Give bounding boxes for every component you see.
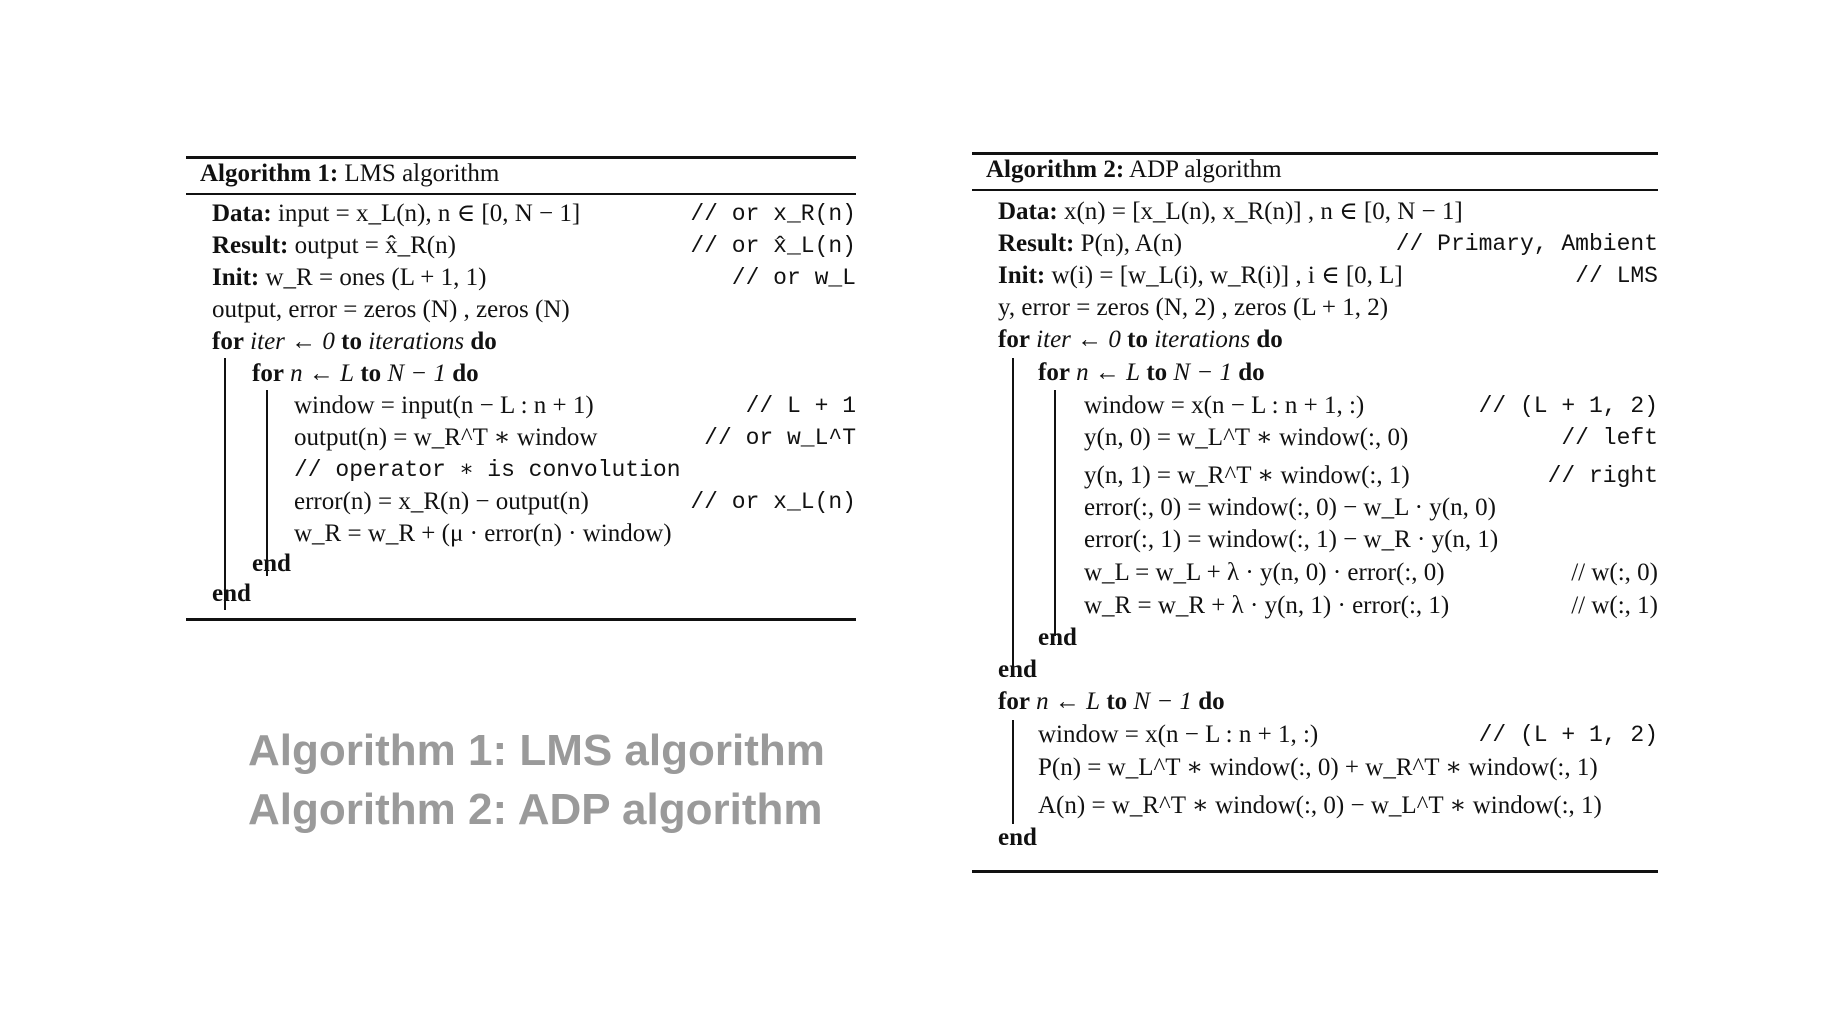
outer-loop-bar: [1012, 358, 1014, 668]
algo2-line-window: window = x(n − L : n + 1, :): [1084, 392, 1365, 419]
algo2-comment: // Primary, Ambient: [1395, 231, 1658, 257]
algo2-line-outer-end: end: [998, 656, 1037, 683]
algo2-comment: // w(:, 0): [1571, 559, 1658, 586]
algorithm-1-header: [200, 160, 499, 188]
top-rule: [972, 152, 1658, 155]
algo2-comment: // w(:, 1): [1571, 592, 1658, 619]
algo2-line-ambient: A(n) = w_R^T ∗ window(:, 0) − w_L^T ∗ window(:, 1): [1038, 792, 1602, 819]
algo2-line-wl-update: w_L = w_L + λ · y(n, 0) · error(:, 0): [1084, 559, 1445, 586]
algo1-line-inner-for: for n ← L to N − 1 do: [252, 360, 479, 387]
algo1-line-outer-for: for iter ← 0 to iterations do: [212, 328, 497, 355]
algorithm-label: Algorithm 2:: [986, 156, 1125, 183]
algo1-line-error: error(n) = x_R(n) − output(n): [294, 488, 589, 515]
final-loop-bar: [1012, 720, 1014, 824]
inner-loop-bar: [1054, 390, 1056, 636]
algo1-comment: // or w_L: [731, 265, 856, 291]
algo2-comment: // (L + 1, 2): [1478, 722, 1658, 748]
algo2-line-data: Data: x(n) = [x_L(n), x_R(n)] , n ∈ [0, N − 1]: [998, 198, 1463, 225]
algo2-comment: // (L + 1, 2): [1478, 393, 1658, 419]
algorithm-label: Algorithm 1:: [200, 160, 339, 187]
algo2-line-error1: error(:, 1) = window(:, 1) − w_R · y(n, 1): [1084, 526, 1499, 553]
algo1-line-init: Init: w_R = ones (L + 1, 1): [212, 264, 487, 291]
algo2-line-error0: error(:, 0) = window(:, 0) − w_L · y(n, 0): [1084, 494, 1496, 521]
top-rule: [186, 156, 856, 159]
outer-loop-bar: [224, 358, 226, 610]
algo1-comment: // or x_R(n): [690, 201, 856, 227]
algorithm-2-box: [972, 152, 1658, 872]
algo1-line-inner-end: end: [252, 550, 291, 577]
bottom-rule: [186, 618, 856, 621]
algo2-line-primary: P(n) = w_L^T ∗ window(:, 0) + w_R^T ∗ window(:, 1): [1038, 754, 1598, 781]
algo2-line-final-for: for n ← L to N − 1 do: [998, 688, 1225, 715]
algo2-line-wr-update: w_R = w_R + λ · y(n, 1) · error(:, 1): [1084, 592, 1450, 619]
algorithm-title: ADP algorithm: [1129, 156, 1282, 183]
algorithm-2-header: [986, 156, 1282, 184]
algo2-comment: // LMS: [1575, 263, 1658, 289]
algo1-line-outer-end: end: [212, 580, 251, 607]
algo1-line-zeros: output, error = zeros (N) , zeros (N): [212, 296, 570, 323]
algo2-line-final-end: end: [998, 824, 1037, 851]
algo1-comment: // or x̂_L(n): [690, 233, 856, 259]
algo2-line-zeros: y, error = zeros (N, 2) , zeros (L + 1, 2): [998, 294, 1389, 321]
algo2-line-y0: y(n, 0) = w_L^T ∗ window(:, 0): [1084, 424, 1409, 451]
algo2-line-inner-for: for n ← L to N − 1 do: [1038, 359, 1265, 386]
bottom-rule: [972, 870, 1658, 873]
header-rule: [972, 189, 1658, 191]
algo1-line-output: output(n) = w_R^T ∗ window: [294, 424, 598, 451]
algo2-comment: // left: [1561, 425, 1658, 451]
caption-line-2: Algorithm 2: ADP algorithm: [248, 785, 823, 834]
algo1-line-update: w_R = w_R + (μ · error(n) · window): [294, 520, 672, 547]
algorithm-1-box: [186, 156, 856, 622]
algo2-line-outer-for: for iter ← 0 to iterations do: [998, 326, 1283, 353]
header-rule: [186, 193, 856, 195]
algo1-comment: // or w_L^T: [704, 425, 856, 451]
algo2-line-final-window: window = x(n − L : n + 1, :): [1038, 721, 1319, 748]
caption-line-1: Algorithm 1: LMS algorithm: [248, 726, 825, 775]
algo2-line-init: Init: w(i) = [w_L(i), w_R(i)] , i ∈ [0, L]: [998, 262, 1403, 289]
algo1-line-window: window = input(n − L : n + 1): [294, 392, 594, 419]
algorithm-title: LMS algorithm: [344, 160, 500, 187]
algo2-line-y1: y(n, 1) = w_R^T ∗ window(:, 1): [1084, 462, 1410, 489]
algo1-comment: // or x_L(n): [690, 489, 856, 515]
algo1-line-data: Data: input = x_L(n), n ∈ [0, N − 1]: [212, 200, 581, 227]
algo2-line-inner-end: end: [1038, 624, 1077, 651]
algo1-comment: // L + 1: [745, 393, 856, 419]
algo1-line-result: Result: output = x̂_R(n): [212, 232, 456, 259]
algo2-line-result: Result: P(n), A(n): [998, 230, 1183, 257]
algo1-line-convolution-comment: // operator ∗ is convolution: [294, 457, 681, 483]
algo2-comment: // right: [1547, 463, 1658, 489]
